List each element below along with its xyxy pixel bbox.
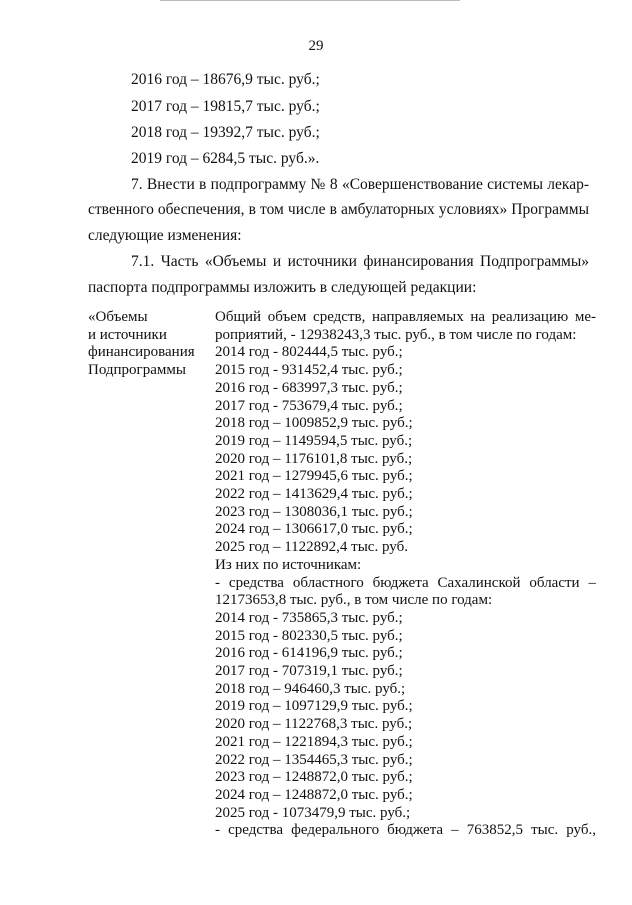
- para7-line2: ственного обеспечения, в том числе в амбулаторных условиях» Программы: [88, 201, 589, 218]
- total-line2: роприятий, - 12938243,3 тыс. руб., в том числе по годам:: [215, 326, 577, 343]
- table-left-column: [88, 309, 206, 379]
- regional-year-line: 2020 год – 1122768,3 тыс. руб.;: [215, 716, 413, 733]
- sources-heading: Из них по источникам:: [215, 556, 362, 573]
- left-cell-line: и источники: [88, 326, 167, 343]
- year-line: 2024 год – 1306617,0 тыс. руб.;: [215, 521, 413, 538]
- regional-year-line: 2025 год - 1073479,9 тыс. руб.;: [215, 804, 411, 821]
- left-cell-line: Подпрограммы: [88, 361, 186, 378]
- intro-line-2017: 2017 год – 19815,7 тыс. руб.;: [131, 98, 320, 115]
- regional-year-line: 2018 год – 946460,3 тыс. руб.;: [215, 680, 406, 697]
- regional-year-line: 2016 год - 614196,9 тыс. руб.;: [215, 645, 403, 662]
- regional-year-line: 2019 год – 1097129,9 тыс. руб.;: [215, 698, 413, 715]
- para71-line1: 7.1. Часть «Объемы и источники финансирования Подпрограммы»: [131, 253, 589, 270]
- para7-line3: следующие изменения:: [88, 227, 242, 244]
- year-line: 2020 год – 1176101,8 тыс. руб.;: [215, 450, 413, 467]
- year-line: 2015 год - 931452,4 тыс. руб.;: [215, 362, 403, 379]
- year-line: 2017 год - 753679,4 тыс. руб.;: [215, 397, 403, 414]
- intro-line-2018: 2018 год – 19392,7 тыс. руб.;: [131, 124, 320, 141]
- para71-line2: паспорта подпрограммы изложить в следующей редакции:: [88, 279, 477, 296]
- year-line: 2019 год – 1149594,5 тыс. руб.;: [215, 432, 413, 449]
- regional-year-line: 2015 год - 802330,5 тыс. руб.;: [215, 627, 403, 644]
- scan-edge-line: [160, 0, 460, 1]
- regional-year-line: 2017 год - 707319,1 тыс. руб.;: [215, 663, 403, 680]
- left-cell-line: «Объемы: [88, 309, 148, 325]
- regional-year-line: 2021 год – 1221894,3 тыс. руб.;: [215, 733, 413, 750]
- year-line: 2014 год - 802444,5 тыс. руб.;: [215, 344, 403, 361]
- page-number: 29: [308, 38, 324, 54]
- year-line: 2023 год – 1308036,1 тыс. руб.;: [215, 503, 413, 520]
- para7-line1: 7. Внести в подпрограмму № 8 «Совершенствование системы лекар-: [131, 176, 589, 193]
- regional-year-line: 2022 год – 1354465,3 тыс. руб.;: [215, 751, 413, 768]
- intro-line-2016: 2016 год – 18676,9 тыс. руб.;: [131, 71, 320, 88]
- regional-year-line: 2014 год - 735865,3 тыс. руб.;: [215, 609, 403, 626]
- regional-year-line: 2023 год – 1248872,0 тыс. руб.;: [215, 769, 413, 786]
- intro-line-2019: 2019 год – 6284,5 тыс. руб.».: [131, 150, 320, 167]
- regional-year-line: 2024 год – 1248872,0 тыс. руб.;: [215, 786, 413, 803]
- federal-line: - средства федерального бюджета – 763852,5 тыс. руб.,: [215, 822, 596, 839]
- left-cell-line: финансирования: [88, 344, 195, 360]
- year-line: 2022 год – 1413629,4 тыс. руб.;: [215, 486, 413, 503]
- year-line: 2016 год - 683997,3 тыс. руб.;: [215, 379, 403, 396]
- regional-line1: - средства областного бюджета Сахалинской области –: [215, 574, 596, 591]
- year-line: 2025 год – 1122892,4 тыс. руб.: [215, 539, 408, 556]
- year-line: 2018 год – 1009852,9 тыс. руб.;: [215, 415, 413, 432]
- total-line1: Общий объем средств, направляемых на реализацию ме-: [215, 309, 596, 325]
- table-right-column: [215, 309, 596, 840]
- regional-line2: 12173653,8 тыс. руб., в том числе по годам:: [215, 592, 493, 609]
- year-line: 2021 год – 1279945,6 тыс. руб.;: [215, 468, 413, 485]
